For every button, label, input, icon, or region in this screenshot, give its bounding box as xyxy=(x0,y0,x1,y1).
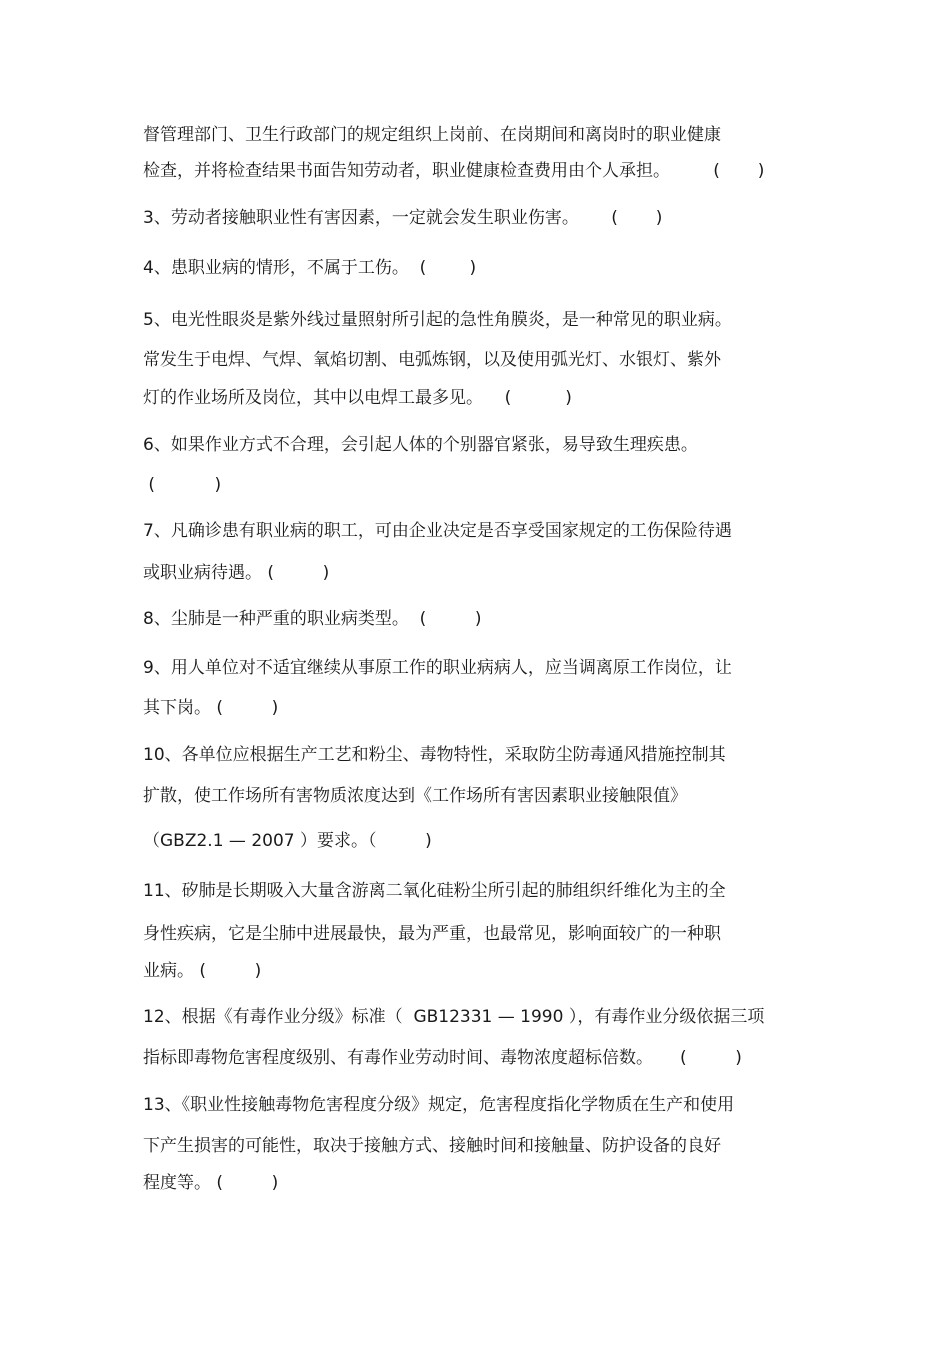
question-5-line-3: 灯的作业场所及岗位，其中以电焊工最多见。 ( ) xyxy=(143,388,572,408)
question-10-line-3: （GBZ2.1 — 2007 ）要求。（ ) xyxy=(143,831,432,851)
question-6-line-1: 6、如果作业方式不合理，会引起人体的个别器官紧张，易导致生理疾患。 xyxy=(143,435,698,455)
question-12-line-1: 12、根据《有毒作业分级》标准（ GB12331 — 1990 ），有毒作业分级依据三项 xyxy=(143,1007,765,1027)
text-line-1: 督管理部门、卫生行政部门的规定组织上岗前、在岗期间和离岗时的职业健康 xyxy=(143,125,721,145)
question-13-line-3: 程度等。 ( ) xyxy=(143,1173,279,1193)
question-5-line-1: 5、电光性眼炎是紫外线过量照射所引起的急性角膜炎，是一种常见的职业病。 xyxy=(143,310,732,330)
question-10-line-1: 10、各单位应根据生产工艺和粉尘、毒物特性，采取防尘防毒通风措施控制其 xyxy=(143,745,726,765)
question-13-line-1: 13、《职业性接触毒物危害程度分级》规定，危害程度指化学物质在生产和使用 xyxy=(143,1095,735,1115)
question-3: 3、劳动者接触职业性有害因素，一定就会发生职业伤害。 ( ) xyxy=(143,208,663,228)
question-9-line-1: 9、用人单位对不适宜继续从事原工作的职业病病人，应当调离原工作岗位，让 xyxy=(143,658,732,678)
question-11-line-2: 身性疾病，它是尘肺中进展最快，最为严重，也最常见，影响面较广的一种职 xyxy=(143,924,721,944)
question-6-line-2: ( ) xyxy=(143,475,222,495)
question-7-line-1: 7、凡确诊患有职业病的职工，可由企业决定是否享受国家规定的工伤保险待遇 xyxy=(143,521,732,541)
question-9-line-2: 其下岗。 ( ) xyxy=(143,698,279,718)
question-13-line-2: 下产生损害的可能性，取决于接触方式、接触时间和接触量、防护设备的良好 xyxy=(143,1136,721,1156)
question-11-line-3: 业病。 ( ) xyxy=(143,961,262,981)
question-12-line-2: 指标即毒物危害程度级别、有毒作业劳动时间、毒物浓度超标倍数。 ( ) xyxy=(143,1048,742,1068)
text-line-2: 检查，并将检查结果书面告知劳动者，职业健康检查费用由个人承担。 ( ) xyxy=(143,161,765,181)
question-7-line-2: 或职业病待遇。 ( ) xyxy=(143,563,330,583)
question-11-line-1: 11、矽肺是长期吸入大量含游离二氧化硅粉尘所引起的肺组织纤维化为主的全 xyxy=(143,881,726,901)
question-4: 4、患职业病的情形，不属于工伤。 ( ) xyxy=(143,258,477,278)
question-10-line-2: 扩散，使工作场所有害物质浓度达到《工作场所有害因素职业接触限值》 xyxy=(143,786,687,806)
question-5-line-2: 常发生于电焊、气焊、氧焰切割、电弧炼钢，以及使用弧光灯、水银灯、紫外 xyxy=(143,350,721,370)
question-8: 8、尘肺是一种严重的职业病类型。 ( ) xyxy=(143,609,482,629)
